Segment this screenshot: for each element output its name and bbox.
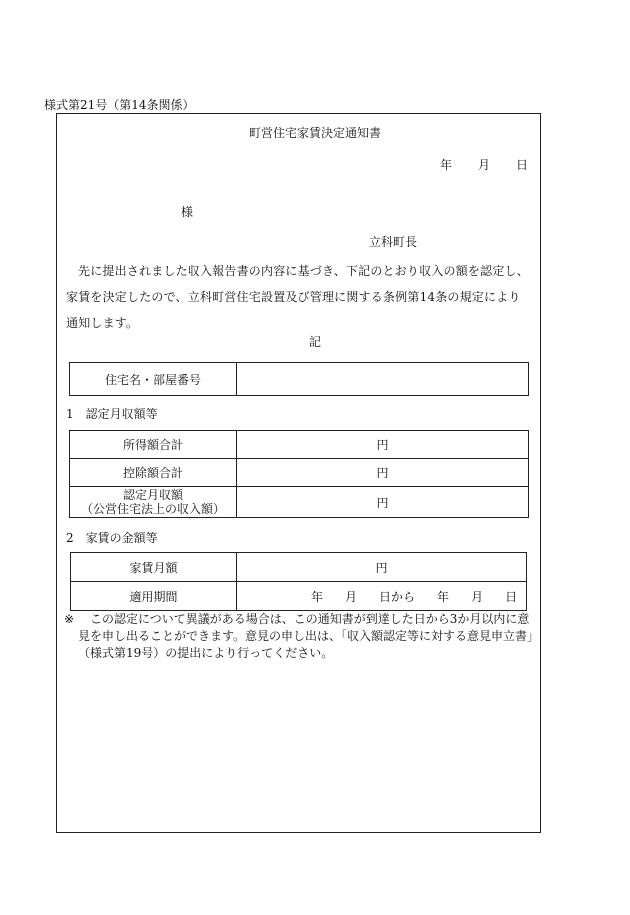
deduction-total-label: 控除額合計 [70, 459, 237, 487]
monthly-income-value: 円 [237, 487, 529, 518]
deduction-total-value: 円 [237, 459, 529, 487]
housing-table [69, 362, 529, 396]
addressee-suffix: 様 [181, 205, 194, 219]
income-total-label: 所得額合計 [70, 431, 237, 459]
housing-label: 住宅名・部屋番号 [70, 363, 237, 396]
section1-heading: 1 認定月収額等 [66, 407, 158, 421]
rent-table [70, 552, 527, 611]
period-label: 適用期間 [71, 582, 237, 611]
housing-value [237, 363, 529, 396]
table-row [71, 553, 527, 582]
monthly-income-label [70, 487, 237, 518]
issuer-name: 立科町長 [369, 235, 418, 249]
document-title: 町営住宅家賃決定通知書 [248, 126, 381, 140]
notice-body: 先に提出されました収入報告書の内容に基づき、下記のとおり収入の額を認定し、家賃を決定したので、立科町営住宅設置及び管理に関する条例第14条の規定により通知します。 [66, 264, 529, 330]
ki-heading: 記 [308, 335, 321, 349]
issue-date [440, 156, 528, 173]
monthly-income-label-sub: （公営住宅法上の収入額） [80, 502, 225, 516]
form-number-label: 様式第21号（第14条関係） [44, 98, 195, 112]
table-row [70, 459, 529, 487]
note-mark: ※ [64, 612, 75, 626]
table-row [70, 487, 529, 518]
period-value [237, 582, 527, 611]
date-month: 月 [478, 158, 491, 172]
period-to-year: 年 [437, 589, 450, 604]
note-text: この認定について異議がある場合は、この通知書が到達した日から3か月以内に意見を申し出ることができます。意見の申し出は、「収入額認定等に対する意見申立書」（様式第19号）の提出により行ってください。 [78, 612, 534, 660]
table-row [71, 582, 527, 611]
period-from-month: 月 [345, 589, 358, 604]
period-from-day: 日から [379, 589, 416, 604]
period-to-day: 日 [505, 589, 518, 604]
rent-value: 円 [237, 553, 527, 582]
rent-label: 家賃月額 [71, 553, 237, 582]
section2-heading: 2 家賃の金額等 [66, 531, 158, 545]
income-table [69, 430, 529, 518]
table-row [70, 431, 529, 459]
date-day: 日 [516, 158, 529, 172]
monthly-income-label-main: 認定月収額 [122, 488, 183, 502]
period-to-month: 月 [471, 589, 484, 604]
period-from-year: 年 [311, 589, 324, 604]
date-year: 年 [440, 158, 453, 172]
income-total-value: 円 [237, 431, 529, 459]
objection-note [64, 611, 534, 662]
